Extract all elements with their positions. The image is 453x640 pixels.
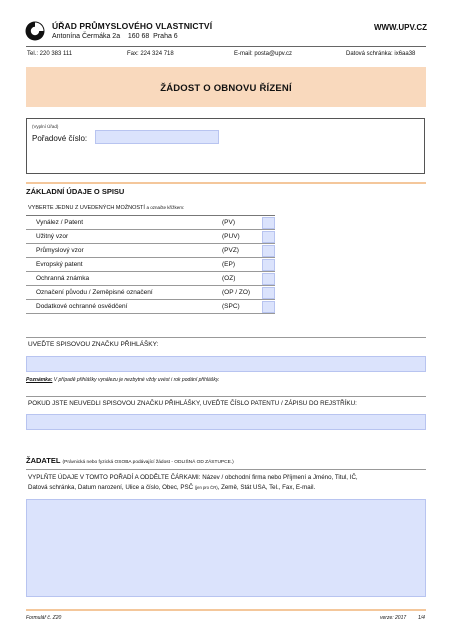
applicant-subtitle: (Právnická nebo fyzická OSOBA podávající žádost - ODLIŠNÁ OD ZÁSTUPCE.) <box>62 460 234 465</box>
option-code: (EP) <box>222 261 235 268</box>
office-box <box>26 118 425 174</box>
option-code: (OP / ZO) <box>222 289 251 296</box>
option-code: (OZ) <box>222 275 236 282</box>
option-checkbox-oz[interactable] <box>262 273 275 285</box>
option-label: Evropský patent <box>36 261 83 268</box>
type-table-header <box>26 200 275 216</box>
option-code: (PUV) <box>222 233 240 240</box>
patent-number-top-line <box>26 396 426 397</box>
instruction-line-2 <box>28 483 424 493</box>
instruction-line-2b: (jen pro ČR) <box>194 485 218 490</box>
org-address: Antonína Čermáka 2a 160 68 Praha 6 <box>52 33 178 40</box>
option-label: Vynález / Patent <box>36 219 84 226</box>
option-row-op-zo <box>26 286 275 300</box>
option-checkbox-pv[interactable] <box>262 217 275 229</box>
applicant-top-line <box>26 469 426 470</box>
applicant-instructions <box>28 473 424 493</box>
option-row-puv <box>26 230 275 244</box>
section-divider <box>26 182 426 184</box>
fax: Fax: 224 324 718 <box>127 51 174 57</box>
datova-schranka: Datová schránka: ix6aa38 <box>346 51 416 57</box>
note-title: Poznámka: <box>26 377 53 383</box>
option-row-pv <box>26 216 275 230</box>
office-small-label: (Vyplní Úřad) <box>32 124 59 129</box>
file-mark-top-line <box>26 337 426 338</box>
applicant-field[interactable] <box>26 499 426 597</box>
upv-logo-icon <box>25 21 45 41</box>
option-checkbox-op-zo[interactable] <box>262 287 275 299</box>
option-checkbox-puv[interactable] <box>262 231 275 243</box>
option-label: Označení původu / Zeměpisné označení <box>36 289 153 296</box>
patent-number-label: POKUD JSTE NEUVEDLI SPISOVOU ZNAČKU PŘIHLÁŠKY, UVEĎTE ČÍSLO PATENTU / ZÁPISU DO REJSTŘÍKU: <box>28 400 357 407</box>
email: E-mail: posta@upv.cz <box>234 51 292 57</box>
option-checkbox-spc[interactable] <box>262 301 275 313</box>
instruction-line-1: VYPLŇTE ÚDAJE V TOMTO POŘADÍ A ODDĚLTE ČÁRKAMI: Název / obchodní firma nebo Příjmení a Jméno, Titul, IČ, <box>28 474 358 481</box>
type-table <box>26 200 275 314</box>
file-mark-field[interactable] <box>26 356 426 372</box>
option-row-spc <box>26 300 275 314</box>
file-mark-note <box>26 377 219 383</box>
file-mark-label: UVEĎTE SPISOVOU ZNAČKU PŘIHLÁŠKY: <box>28 341 159 348</box>
applicant-heading <box>26 456 234 465</box>
phone: Tel.: 220 383 111 <box>27 51 73 57</box>
instruction-line-2c: , Země, Stát USA, Tel., Fax, E-mail. <box>217 484 316 491</box>
org-name: ÚŘAD PRŮMYSLOVÉHO VLASTNICTVÍ <box>52 21 213 31</box>
applicant-title: ŽADATEL <box>26 456 61 465</box>
website-link[interactable]: WWW.UPV.CZ <box>373 23 427 32</box>
option-code: (PVZ) <box>222 247 239 254</box>
order-number-label: Pořadové číslo: <box>32 134 88 143</box>
choose-hint: a označte křížkem: <box>146 205 185 210</box>
option-label: Průmyslový vzor <box>36 247 84 254</box>
option-code: (PV) <box>222 219 235 226</box>
form-version: verze: 2017 <box>380 615 407 621</box>
option-checkbox-pvz[interactable] <box>262 245 275 257</box>
choose-instruction: VYBERTE JEDNU Z UVEDENÝCH MOŽNOSTÍ <box>28 205 145 211</box>
option-checkbox-ep[interactable] <box>262 259 275 271</box>
form-number: Formulář č. Z20 <box>26 615 62 621</box>
option-label: Užitný vzor <box>36 233 69 240</box>
order-number-field[interactable] <box>95 130 219 144</box>
option-label: Dodatkové ochranné osvědčení <box>36 303 128 310</box>
option-label: Ochranná známka <box>36 275 90 282</box>
footer-divider <box>26 609 426 611</box>
note-text: V případě přihlášky vynálezu je nezbytné vždy uvést i rok podání přihlášky. <box>53 377 220 383</box>
option-code: (SPC) <box>222 303 240 310</box>
instruction-line-2a: Datová schránka, Datum narození, Ulice a číslo, Obec, PSČ <box>28 484 194 491</box>
title-band <box>26 67 426 107</box>
page-title: ŽÁDOST O OBNOVU ŘÍZENÍ <box>160 83 292 94</box>
patent-number-field[interactable] <box>26 414 426 430</box>
header-divider <box>26 46 426 47</box>
option-row-oz <box>26 272 275 286</box>
option-row-ep <box>26 258 275 272</box>
basic-section-title: ZÁKLADNÍ ÚDAJE O SPISU <box>26 187 125 196</box>
option-row-pvz <box>26 244 275 258</box>
page-number: 1/4 <box>418 615 425 621</box>
